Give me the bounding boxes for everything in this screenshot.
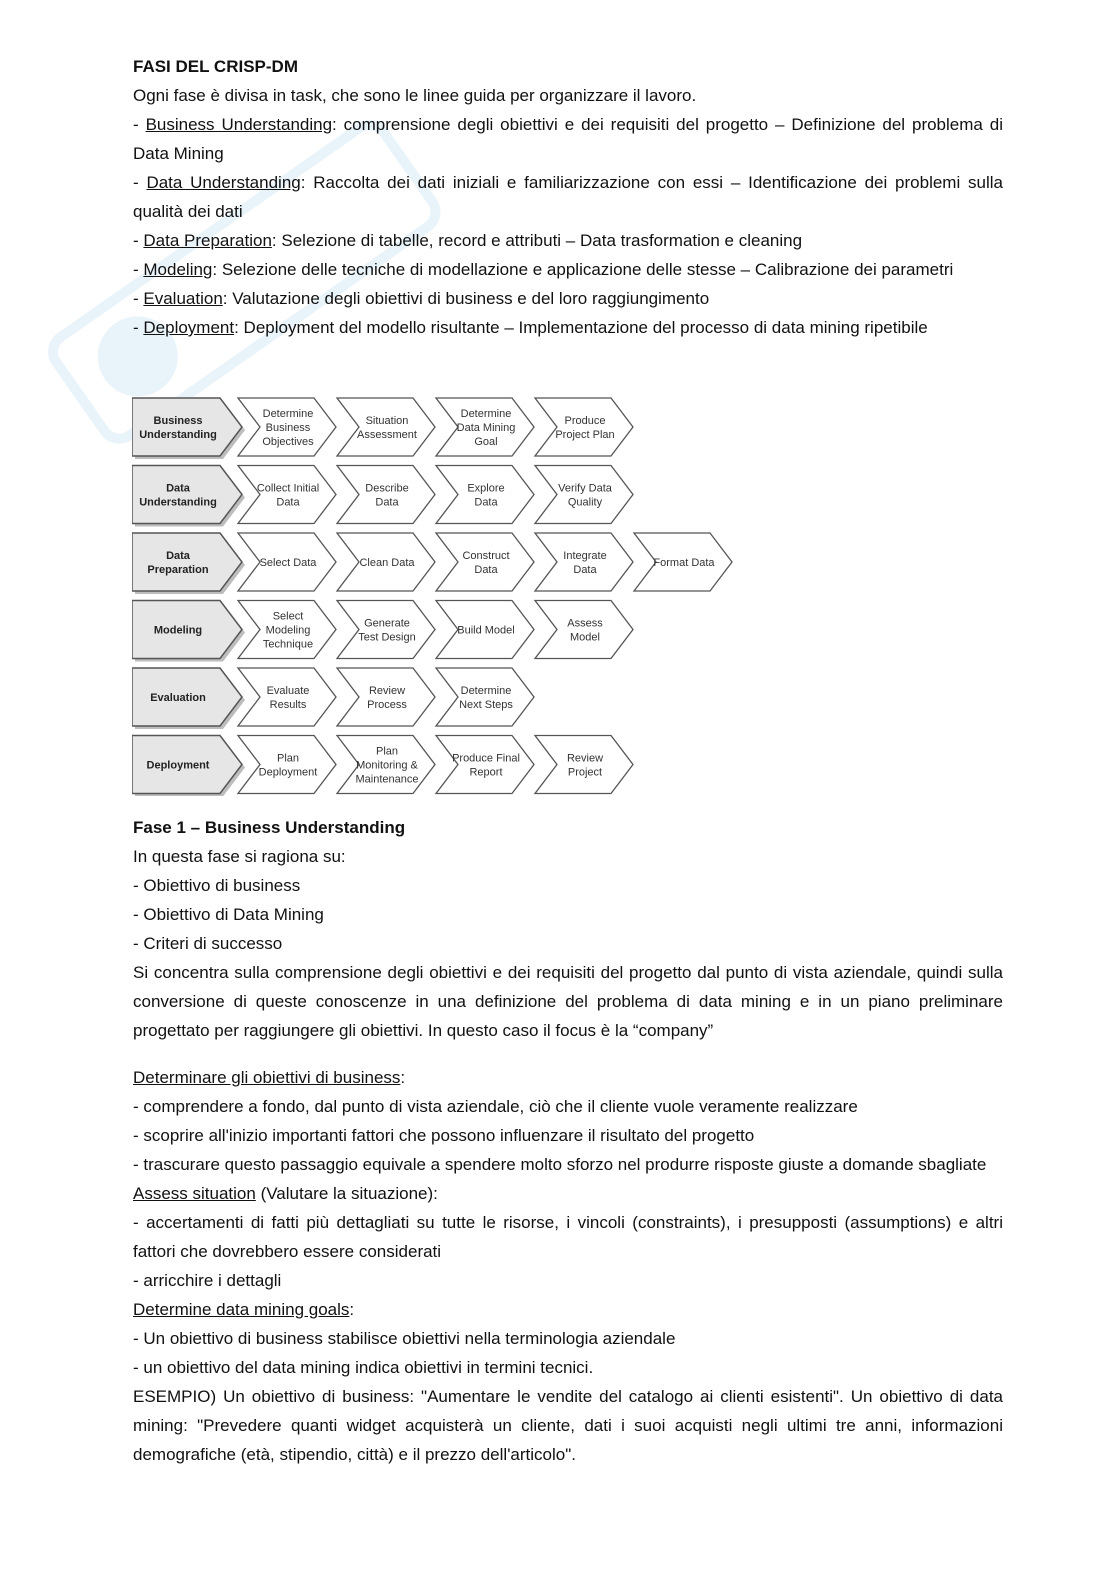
task-label-line: Review [566, 752, 604, 765]
task-chevron [436, 668, 534, 726]
phase-label [147, 760, 210, 772]
list-item-term: Data Understanding [146, 173, 301, 192]
list-item: - Data Understanding: Raccolta dei dati iniziali e familiarizzazione con essi – Identificazione dei problemi sulla qualità dei dati [133, 173, 1003, 221]
task-label [359, 557, 415, 569]
task-chevron [238, 668, 336, 726]
phase-label-line: Modeling [153, 624, 203, 637]
phase-label [150, 692, 206, 704]
task-label-line: Clean Data [359, 557, 415, 569]
task-label-line: Goal [474, 436, 498, 448]
list-item-text: : Selezione di tabelle, record e attributi – Data trasformation e cleaning [271, 231, 803, 250]
list-item-text: : Raccolta dei dati iniziali e familiarizzazione con essi – Identificazione dei problemi sulla qualità dei dati [133, 173, 1003, 221]
diagram-row [132, 398, 633, 459]
task-chevron [337, 398, 435, 456]
task-label-line: Deployment [258, 766, 318, 779]
list-item: - un obiettivo del data mining indica obiettivi in termini tecnici. [133, 1358, 594, 1377]
phase-label-line: Preparation [147, 564, 209, 576]
crisp-dm-phases-section [133, 52, 1003, 342]
task-chevron [337, 601, 435, 659]
task-label-line: Assess [567, 617, 603, 630]
subheading [133, 1179, 1003, 1208]
list-item-text: : Valutazione degli obiettivi di business e del loro raggiungimento [222, 289, 710, 308]
task-chevron [535, 466, 633, 524]
section-intro: Ogni fase è divisa in task, che sono le linee guida per organizzare il lavoro. [133, 86, 697, 105]
task-label-line: Format Data [653, 557, 715, 569]
diagram-row [132, 533, 732, 594]
task-label-line: Data [474, 496, 498, 509]
task-label-line: Select Data [259, 557, 317, 569]
task-label [262, 408, 314, 448]
list-item: - Data Preparation: Selezione di tabelle, record e attributi – Data trasformation e cleaning [133, 231, 803, 250]
diagram-row [132, 466, 633, 527]
list-item: - Evaluation: Valutazione degli obiettivi di business e del loro raggiungimento [133, 289, 710, 308]
spacer [133, 1045, 1003, 1063]
list-item-text: : Deployment del modello risultante – Implementazione del processo di data mining ripetibile [234, 318, 928, 337]
list-item: - Deployment: Deployment del modello risultante – Implementazione del processo di data mining ripetibile [133, 318, 928, 337]
task-label-line: Technique [262, 638, 314, 651]
task-label-line: Produce Final [452, 752, 520, 765]
task-label-line: Describe [365, 482, 409, 495]
task-label-line: Quality [567, 496, 603, 509]
task-label-line: Integrate [563, 550, 607, 562]
phase-chevron [132, 533, 242, 591]
list-item-text: : comprensione degli obiettivi e dei requisiti del progetto – Definizione del problema di Data Mining [133, 115, 1003, 163]
list-item: - trascurare questo passaggio equivale a spendere molto sforzo nel produrre risposte giuste a domande sbagliate [133, 1155, 987, 1174]
task-chevron [337, 668, 435, 726]
task-chevron [535, 736, 633, 794]
task-chevron [238, 736, 336, 794]
task-label-line: Data [375, 496, 399, 509]
task-label-line: Plan [375, 745, 399, 758]
list-item-term: Deployment [143, 318, 235, 337]
diagram-row [132, 668, 534, 729]
task-label-line: Process [367, 699, 407, 711]
list-item: - Un obiettivo di business stabilisce obiettivi nella terminologia aziendale [133, 1329, 676, 1348]
phase-label-line: Understanding [139, 429, 217, 441]
phase-1-section [133, 813, 1003, 1469]
task-label-line: Report [469, 766, 503, 779]
list-item: - arricchire i dettagli [133, 1271, 282, 1290]
list-item-term: Business Understanding [145, 115, 333, 134]
task-label-line: Determine [460, 408, 512, 420]
phase-label-line: Understanding [139, 496, 217, 509]
diagram-row [132, 601, 633, 662]
list-item: - Criteri di successo [133, 934, 283, 953]
phase-chevron [132, 398, 242, 456]
list-item-term: Evaluation [143, 289, 223, 308]
task-label-line: Collect Initial [256, 482, 320, 495]
task-label-line: Produce [564, 415, 606, 427]
task-label-line: Build Model [457, 624, 515, 637]
section-title: Fase 1 – Business Understanding [133, 818, 406, 837]
task-label-line: Maintenance [355, 773, 419, 786]
phase-label-line: Evaluation [150, 692, 206, 704]
task-chevron [238, 466, 336, 524]
task-label-line: Select [272, 610, 304, 623]
task-chevron [436, 533, 534, 591]
crisp-dm-diagram [132, 396, 772, 796]
task-label-line: Generate [364, 617, 410, 630]
list-item: - Obiettivo di Data Mining [133, 905, 324, 924]
task-label-line: Business [265, 422, 311, 434]
task-chevron [337, 466, 435, 524]
list-item: - comprendere a fondo, dal punto di vista aziendale, ciò che il cliente vuole veramente realizzare [133, 1097, 858, 1116]
list-item: - Business Understanding: comprensione degli obiettivi e dei requisiti del progetto – Definizione del problema di Data Mining [133, 115, 1003, 163]
section-intro: In questa fase si ragiona su: [133, 847, 346, 866]
task-label [457, 625, 514, 637]
task-label-line: Verify Data [558, 482, 612, 495]
task-label-line: Objectives [262, 436, 314, 448]
task-label-line: Test Design [358, 631, 416, 644]
task-label-line: Modeling [265, 624, 311, 637]
task-label-line: Next Steps [459, 699, 513, 711]
task-label-line: Data [474, 564, 498, 576]
list-item: - Obiettivo di business [133, 876, 301, 895]
task-chevron [535, 533, 633, 591]
phase-label-line: Deployment [146, 759, 210, 772]
task-chevron [436, 466, 534, 524]
task-label-line: Explore [467, 482, 505, 495]
task-label-line: Determine [262, 408, 314, 420]
task-chevron [535, 601, 633, 659]
phase-chevron [132, 466, 242, 524]
diagram-row [132, 736, 633, 797]
subheading-suffix: (Valutare la situazione): [255, 1184, 438, 1203]
task-chevron [535, 398, 633, 456]
subheading-label: Determine data mining goals [133, 1300, 350, 1319]
task-label [260, 557, 318, 569]
subheading: Determinare gli obiettivi di business: [133, 1068, 406, 1087]
subheading: Determine data mining goals: [133, 1300, 355, 1319]
task-label-line: Model [570, 631, 600, 644]
paragraph: Si concentra sulla comprensione degli obiettivi e dei requisiti del progetto dal punto di vista aziendale, quindi sulla conversione di queste conoscenze in una definizione del problema di data mining e in un piano preliminare progettato per raggiungere gli obiettivi. In questo caso il focus è la “company” [133, 963, 1003, 1040]
task-label-line: Plan [276, 752, 300, 765]
list-item: - accertamenti di fatti più dettagliati su tutte le risorse, i vincoli (constraints), i presupposti (assumptions) e altri fattori che dovrebbero essere considerati [133, 1213, 1003, 1261]
task-label-line: Project Plan [555, 429, 615, 441]
task-label-line: Data [276, 496, 300, 509]
task-label-line: Data [573, 564, 597, 576]
task-label-line: Construct [462, 550, 510, 562]
subheading-label: Determinare gli obiettivi di business [133, 1068, 401, 1087]
list-item-term: Data Preparation [143, 231, 272, 250]
example-paragraph: ESEMPIO) Un obiettivo di business: "Aumentare le vendite del catalogo ai clienti esistenti". Un obiettivo di data mining: "Prevedere quanti widget acquisterà un cliente, dati i suoi acquisti negli ultimi tre anni, informazioni demografiche (età, stipendio, città) e il prezzo dell'articolo". [133, 1387, 1003, 1464]
task-label-line: Results [269, 699, 307, 711]
task-label-line: Determine [460, 685, 512, 697]
phase-label-line: Data [166, 550, 190, 562]
list-item: - Modeling: Selezione delle tecniche di modellazione e applicazione delle stesse – Calibrazione dei parametri [133, 260, 954, 279]
task-label-line: Assessment [357, 429, 417, 441]
task-label-line: Review [368, 685, 406, 697]
phase-label-line: Data [166, 482, 190, 495]
task-label-line: Situation [365, 415, 409, 427]
task-label-line: Evaluate [266, 685, 310, 697]
phase-label-line: Business [153, 415, 203, 427]
task-label [653, 557, 715, 569]
task-label-line: Data Mining [456, 422, 516, 434]
task-chevron [436, 736, 534, 794]
section-title: FASI DEL CRISP-DM [133, 57, 298, 76]
subheading-label: Assess situation [133, 1184, 256, 1203]
task-label-line: Project [567, 766, 603, 779]
list-item: - scoprire all'inizio importanti fattori che possono influenzare il risultato del progetto [133, 1126, 755, 1145]
task-label-line: Monitoring & [356, 759, 418, 772]
phase-label [154, 625, 202, 637]
list-item-term: Modeling [143, 260, 213, 279]
list-item-text: : Selezione delle tecniche di modellazione e applicazione delle stesse – Calibrazione dei parametri [212, 260, 954, 279]
